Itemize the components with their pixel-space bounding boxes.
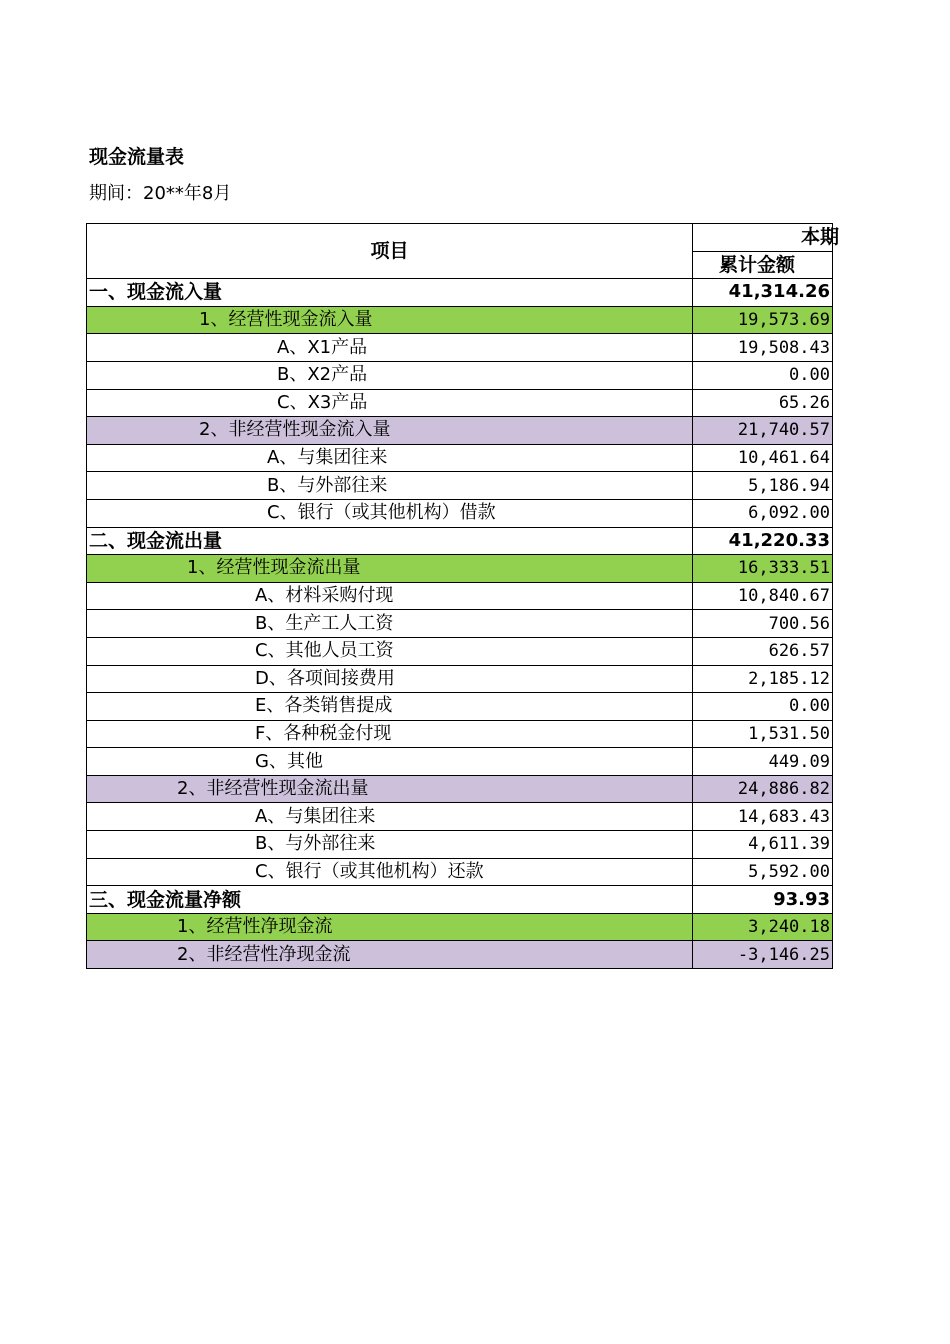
row-value: 24,886.82 [693,775,833,803]
table-row [87,582,833,610]
section-row-outflow [87,527,833,555]
table-row [87,720,833,748]
row-label: A、材料采购付现 [87,582,693,610]
row-value: 2,185.12 [693,665,833,693]
subtotal-row-non-operating-inflow [87,417,833,445]
row-value: 626.57 [693,637,833,665]
table-row [87,831,833,859]
row-value: 93.93 [693,886,833,914]
row-label: 1、经营性现金流出量 [87,555,693,583]
row-label: C、银行（或其他机构）借款 [87,499,693,527]
period-column-header: 本期 [693,224,833,252]
row-value: 700.56 [693,610,833,638]
row-label: B、生产工人工资 [87,610,693,638]
table-row [87,637,833,665]
cash-flow-table [86,223,839,969]
row-value: 1,531.50 [693,720,833,748]
table-row [87,444,833,472]
row-label: 三、现金流量净额 [87,886,693,914]
row-value: 14,683.43 [693,803,833,831]
cumulative-column-header: 累计金额 [693,251,833,279]
section-row-inflow [87,279,833,307]
row-label: B、与外部往来 [87,831,693,859]
section-row-net [87,886,833,914]
report-title: 现金流量表 [89,146,185,168]
row-value: 10,461.64 [693,444,833,472]
row-value: 5,186.94 [693,472,833,500]
row-label: B、与外部往来 [87,472,693,500]
row-label: A、与集团往来 [87,444,693,472]
row-label: F、各种税金付现 [87,720,693,748]
row-value: 6,092.00 [693,499,833,527]
subtotal-row-non-operating-outflow [87,775,833,803]
row-value: 0.00 [693,693,833,721]
row-label: B、X2产品 [87,361,693,389]
report-period: 期间：20**年8月 [89,183,232,204]
row-label: C、银行（或其他机构）还款 [87,858,693,886]
item-column-header: 项目 [87,224,693,279]
row-value: -3,146.25 [693,941,833,969]
row-value: 19,508.43 [693,334,833,362]
row-value: 0.00 [693,361,833,389]
row-label: C、其他人员工资 [87,637,693,665]
table-row [87,389,833,417]
row-value: 65.26 [693,389,833,417]
cash-flow-table-container [86,223,839,969]
row-label: G、其他 [87,748,693,776]
table-row [87,803,833,831]
row-label: C、X3产品 [87,389,693,417]
row-value: 21,740.57 [693,417,833,445]
subtotal-row-operating-net [87,913,833,941]
row-value: 41,220.33 [693,527,833,555]
table-row [87,361,833,389]
subtotal-row-operating-inflow [87,306,833,334]
row-label: E、各类销售提成 [87,693,693,721]
table-row [87,610,833,638]
row-label: 1、经营性净现金流 [87,913,693,941]
row-label: A、X1产品 [87,334,693,362]
table-row [87,665,833,693]
row-value: 19,573.69 [693,306,833,334]
row-label: 2、非经营性净现金流 [87,941,693,969]
header-row-1 [87,224,833,252]
table-row [87,472,833,500]
row-label: 1、经营性现金流入量 [87,306,693,334]
row-label: A、与集团往来 [87,803,693,831]
row-label: D、各项间接费用 [87,665,693,693]
table-row [87,693,833,721]
row-value: 449.09 [693,748,833,776]
row-value: 5,592.00 [693,858,833,886]
subtotal-row-non-operating-net [87,941,833,969]
row-value: 10,840.67 [693,582,833,610]
row-value: 41,314.26 [693,279,833,307]
row-value: 16,333.51 [693,555,833,583]
row-value: 3,240.18 [693,913,833,941]
table-row [87,334,833,362]
row-label: 一、现金流入量 [87,279,693,307]
row-value: 4,611.39 [693,831,833,859]
row-label: 2、非经营性现金流出量 [87,775,693,803]
table-row [87,499,833,527]
row-label: 2、非经营性现金流入量 [87,417,693,445]
subtotal-row-operating-outflow [87,555,833,583]
table-row [87,858,833,886]
row-label: 二、现金流出量 [87,527,693,555]
table-row [87,748,833,776]
